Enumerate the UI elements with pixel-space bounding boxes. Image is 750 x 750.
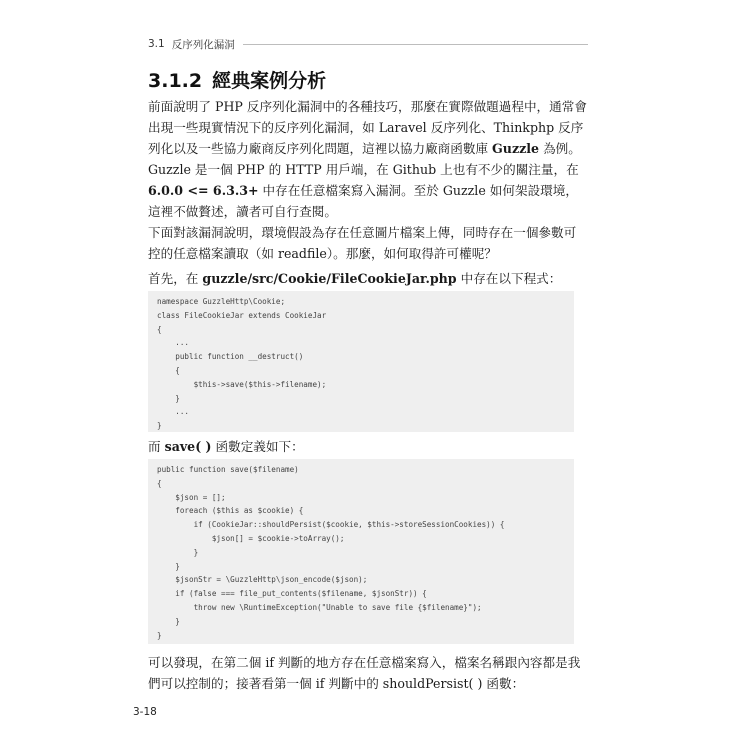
code-line: namespace GuzzleHttp\Cookie; <box>157 297 286 306</box>
scenario-paragraph: 下面對該漏洞說明，環境假設為存在任意圖片檔案上傳，同時存在一個參數可控的任意檔案讀取（如 readfile）。那麼，如何取得許可權呢？ <box>148 225 577 261</box>
intro-bold-version: 6.0.0 <= 6.3.3+ <box>148 183 259 198</box>
file-path: guzzle/src/Cookie/FileCookieJar.php <box>202 271 457 286</box>
intro-bold-guzzle: Guzzle <box>492 141 540 156</box>
page-number: 3-18 <box>133 706 157 718</box>
save-intro-text-2: 函數定義如下： <box>211 439 304 454</box>
intro-paragraph <box>148 96 588 222</box>
intro-text-3: 中存在任意檔案寫入漏洞。至於 Guzzle 如何架設環境，這裡不做贅述，讀者可自行查閱。 <box>148 183 578 219</box>
save-intro-paragraph <box>148 436 588 457</box>
code-line: { <box>157 478 162 488</box>
code-line: ... <box>157 338 190 348</box>
section-heading <box>148 66 326 93</box>
code-line: if (CookieJar::shouldPersist($cookie, $this->storeSessionCookies)) { <box>157 520 505 530</box>
save-intro-text-1: 而 <box>148 439 165 454</box>
code-line: ... <box>157 407 190 417</box>
header-rule <box>243 44 588 45</box>
code-block-save-function <box>148 459 574 644</box>
file-intro-text-1: 首先，在 <box>148 271 203 286</box>
code-block-filecookiejar <box>148 291 574 432</box>
section-heading-number: 3.1.2 <box>148 70 203 92</box>
section-heading-title: 經典案例分析 <box>212 70 327 92</box>
code-line: { <box>157 365 180 375</box>
code-line: { <box>157 324 162 334</box>
code-line: } <box>157 616 180 626</box>
code-line: $this->save($this->filename); <box>157 379 327 389</box>
code-line: public function __destruct() <box>157 352 304 362</box>
code-line: $json = []; <box>157 492 226 502</box>
header-section-number: 3.1 <box>148 38 165 50</box>
code-line: foreach ($this as $cookie) { <box>157 506 304 516</box>
file-intro-paragraph <box>148 268 588 289</box>
file-intro-text-2: 中存在以下程式： <box>456 271 562 286</box>
code-line: $json[] = $cookie->toArray(); <box>157 533 345 543</box>
save-function-name: save( ) <box>164 439 212 454</box>
code-line: } <box>157 547 199 557</box>
code-line: } <box>157 421 162 431</box>
code-line: public function save($filename) <box>157 465 299 474</box>
code-line: } <box>157 630 162 640</box>
code-line: class FileCookieJar extends CookieJar <box>157 310 327 320</box>
code-line: throw new \RuntimeException("Unable to save file {$filename}"); <box>157 602 482 612</box>
running-header <box>148 34 588 54</box>
code-line: if (false === file_put_contents($filename, $jsonStr)) { <box>157 589 427 599</box>
intro-text-1: 前面說明了 PHP 反序列化漏洞中的各種技巧，那麼在實際做題過程中，通常會出現一些現實情況下的反序列化漏洞，如 Laravel 反序列化、Thinkphp 反序列化以及一些協力廠商反序列化問題，這裡以協力廠商函數庫 <box>148 99 587 156</box>
code-line: } <box>157 393 180 403</box>
code-line: $jsonStr = \GuzzleHttp\json_encode($json); <box>157 575 368 585</box>
analysis-paragraph: 可以發現，在第二個 if 判斷的地方存在任意檔案寫入，檔案名稱跟內容都是我們可以控制的；接著看第一個 if 判斷中的 shouldPersist( ) 函數： <box>148 655 581 691</box>
code-line: } <box>157 561 180 571</box>
intro-text-2: 為例。Guzzle 是一個 PHP 的 HTTP 用戶端，在 Github 上也有不少的關注量，在 <box>148 141 581 177</box>
header-section-title: 反序列化漏洞 <box>171 38 235 51</box>
